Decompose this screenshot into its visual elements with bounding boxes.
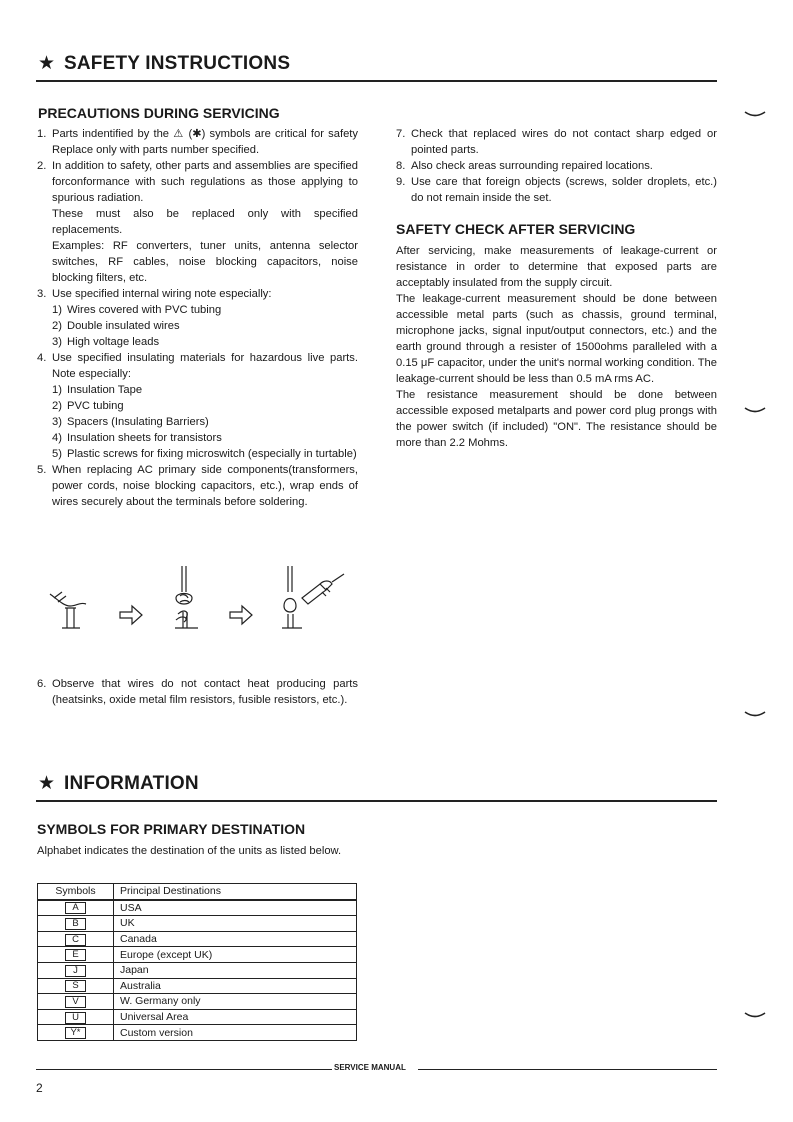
precautions-heading: PRECAUTIONS DURING SERVICING — [38, 105, 280, 121]
sub-item: 5) Plastic screws for fixing microswitch (especially in turtable) — [52, 448, 357, 460]
safety-check-text — [396, 243, 717, 451]
soldering-iron-icon — [282, 566, 344, 628]
sub-item: 1) Wires covered with PVC tubing — [52, 304, 222, 316]
arrow-right-icon — [230, 606, 252, 624]
terminal-with-wire-icon — [50, 592, 86, 628]
information-title: ★ INFORMATION — [38, 773, 199, 794]
binding-mark-icon — [744, 110, 766, 120]
table-row — [38, 931, 357, 947]
column-header: Principal Destinations — [114, 884, 357, 900]
symbol-box: S — [65, 980, 86, 992]
destination-cell: USA — [114, 900, 357, 916]
sub-item: 2) PVC tubing — [52, 400, 124, 412]
table-row — [38, 962, 357, 978]
symbols-intro: Alphabet indicates the destination of the units as listed below. — [37, 845, 342, 857]
paragraph: The leakage-current measurement should be done between accessible metal parts (such as chassis, ground terminal, microphone jacks, signal input/output connectors, etc.) and the earth ground through a resister of 1500ohms paralleled with a 0.15 μF capacitor, under the unit's normal working condition. The leakage-current should be less than 0.5 mA rms AC. — [396, 293, 717, 385]
table-row — [38, 978, 357, 994]
page-number: 2 — [36, 1081, 43, 1095]
symbols-heading: SYMBOLS FOR PRIMARY DESTINATION — [37, 821, 306, 837]
destination-cell: Europe (except UK) — [114, 947, 357, 963]
list-item: 5. When replacing AC primary side components(transformers, power cords, noise blocking capacitors, etc.), wrap ends of wires securely about the terminals before soldering. — [37, 464, 358, 508]
table-row — [38, 900, 357, 916]
binding-mark-icon — [744, 1011, 766, 1021]
footer-rule — [36, 1069, 332, 1070]
table-header-row — [38, 884, 357, 900]
paragraph: After servicing, make measurements of leakage-current or resistance in order to determine that exposed parts are acceptably insulated from the supply circuit. — [396, 245, 717, 289]
symbol-box: B — [65, 918, 86, 930]
symbol-box: J — [65, 965, 86, 977]
sub-item: 3) Spacers (Insulating Barriers) — [52, 416, 209, 428]
sub-item: 2) Double insulated wires — [52, 320, 180, 332]
destination-cell: Custom version — [114, 1025, 357, 1041]
destination-cell: Universal Area — [114, 1009, 357, 1025]
sub-item: 3) High voltage leads — [52, 336, 160, 348]
table-row — [38, 916, 357, 932]
title-rule — [36, 800, 717, 802]
list-item: 1. Parts indentified by the ⚠ (✱) symbols are critical for safety Replace only with parts number specified. — [37, 128, 358, 156]
list-item: 9. Use care that foreign objects (screws, solder droplets, etc.) do not remain inside the set. — [396, 176, 717, 204]
wire-wrapping-diagram — [40, 562, 360, 640]
list-item: 7. Check that replaced wires do not contact sharp edged or pointed parts. — [396, 128, 717, 156]
destination-cell: Australia — [114, 978, 357, 994]
destination-cell: UK — [114, 916, 357, 932]
table-row — [38, 1009, 357, 1025]
destination-cell: W. Germany only — [114, 994, 357, 1010]
table-row — [38, 947, 357, 963]
table-row — [38, 1025, 357, 1041]
list-item: 6. Observe that wires do not contact heat producing parts (heatsinks, oxide metal film resistors, fusible resistors, etc.). — [37, 678, 358, 706]
symbol-box: U — [65, 1012, 86, 1024]
symbol-box: V — [65, 996, 86, 1008]
symbol-box: C — [65, 934, 86, 946]
list-item: 8. Also check areas surrounding repaired locations. — [396, 160, 653, 172]
title-rule — [36, 80, 717, 82]
precautions-list — [37, 126, 358, 510]
precautions-list-continued — [37, 676, 358, 708]
symbol-box: E — [65, 949, 86, 961]
symbol-box: Y* — [65, 1027, 86, 1039]
list-item: 4. Use specified insulating materials for hazardous live parts. Note especially: — [37, 352, 358, 380]
footer-rule — [418, 1069, 717, 1070]
binding-mark-icon — [744, 406, 766, 416]
list-item: 3. Use specified internal wiring note especially: — [37, 288, 272, 300]
safety-check-heading: SAFETY CHECK AFTER SERVICING — [396, 221, 636, 237]
sub-item: 4) Insulation sheets for transistors — [52, 432, 222, 444]
destination-cell: Canada — [114, 931, 357, 947]
table-row — [38, 994, 357, 1010]
footer-label: SERVICE MANUAL — [334, 1063, 406, 1072]
star-icon: ★ — [38, 773, 56, 794]
list-item: 2. In addition to safety, other parts and assemblies are specified forconformance with such regulations as those applying to spurious radiation. These must also be replaced only with specified replacements. Examples: RF converters, tuner units, antenna selector switches, RF cables, noise blocking capacitors, noise blocking filters, etc. — [37, 160, 358, 284]
safety-instructions-title: ★ SAFETY INSTRUCTIONS — [38, 53, 291, 74]
column-header: Symbols — [38, 884, 114, 900]
arrow-right-icon — [120, 606, 142, 624]
precautions-list-right — [396, 126, 717, 206]
sub-item: 1) Insulation Tape — [52, 384, 143, 396]
star-icon: ★ — [38, 53, 56, 74]
symbol-box: A — [65, 902, 86, 914]
binding-mark-icon — [744, 710, 766, 720]
destination-table — [37, 883, 357, 1041]
paragraph: The resistance measurement should be done between accessible exposed metalparts and power cord plug prongs with the power switch (if included) "ON". The resistance should be more than 2.2 Mohms. — [396, 389, 717, 449]
wrapped-terminal-icon — [175, 566, 198, 628]
destination-cell: Japan — [114, 962, 357, 978]
